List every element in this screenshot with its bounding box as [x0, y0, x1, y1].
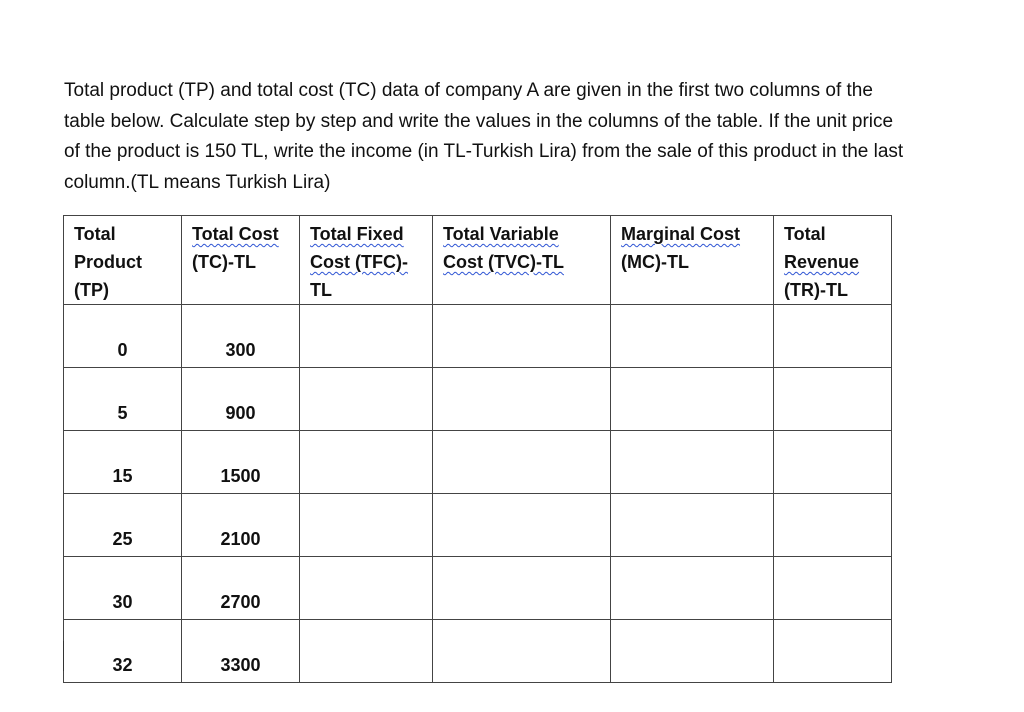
cell-tvc[interactable] [433, 368, 611, 431]
header-marginal-cost: Marginal Cost (MC)-TL [611, 216, 774, 305]
cell-mc[interactable] [611, 431, 774, 494]
cell-tr[interactable] [774, 305, 892, 368]
question-line-2: table below. Calculate step by step and write the values in the columns of the table. If the unit price [64, 110, 894, 132]
question-line-4: column.(TL means Turkish Lira) [64, 171, 331, 193]
cell-mc[interactable] [611, 620, 774, 683]
cell-mc[interactable] [611, 368, 774, 431]
cell-mc[interactable] [611, 557, 774, 620]
cell-tc: 3300 [182, 620, 300, 683]
header-total-variable-cost: Total Variable Cost (TVC)-TL [433, 216, 611, 305]
question-text [64, 76, 1014, 198]
cell-tvc[interactable] [433, 494, 611, 557]
table-row [64, 305, 892, 368]
header-total-product: Total Product (TP) [64, 216, 182, 305]
cell-tp: 5 [64, 368, 182, 431]
cell-tc: 2700 [182, 557, 300, 620]
header-total-cost: Total Cost (TC)-TL [182, 216, 300, 305]
cell-mc[interactable] [611, 494, 774, 557]
cell-tc: 300 [182, 305, 300, 368]
table-header-row [64, 216, 892, 305]
cell-tr[interactable] [774, 368, 892, 431]
cell-tfc[interactable] [300, 368, 433, 431]
question-line-1: Total product (TP) and total cost (TC) data of company A are given in the first two columns of the [64, 80, 873, 101]
table-row [64, 368, 892, 431]
cell-tc: 2100 [182, 494, 300, 557]
cell-tvc[interactable] [433, 431, 611, 494]
cell-tc: 900 [182, 368, 300, 431]
cell-tp: 30 [64, 557, 182, 620]
header-total-revenue: Total Revenue (TR)-TL [774, 216, 892, 305]
cell-tc: 1500 [182, 431, 300, 494]
cell-tfc[interactable] [300, 494, 433, 557]
cell-tvc[interactable] [433, 305, 611, 368]
cell-tfc[interactable] [300, 305, 433, 368]
cell-tvc[interactable] [433, 557, 611, 620]
cell-tp: 25 [64, 494, 182, 557]
table-row [64, 494, 892, 557]
cell-tp: 15 [64, 431, 182, 494]
cell-mc[interactable] [611, 305, 774, 368]
cell-tp: 0 [64, 305, 182, 368]
question-line-3: of the product is 150 TL, write the income (in TL-Turkish Lira) from the sale of this product in the last [64, 141, 904, 162]
table-row [64, 431, 892, 494]
cell-tr[interactable] [774, 620, 892, 683]
cell-tr[interactable] [774, 557, 892, 620]
cell-tfc[interactable] [300, 620, 433, 683]
cell-tr[interactable] [774, 431, 892, 494]
cell-tvc[interactable] [433, 620, 611, 683]
cell-tp: 32 [64, 620, 182, 683]
cost-table [63, 215, 892, 683]
table-row [64, 620, 892, 683]
cell-tfc[interactable] [300, 431, 433, 494]
text-cursor-line [63, 641, 64, 671]
table-row [64, 557, 892, 620]
cell-tr[interactable] [774, 494, 892, 557]
header-total-fixed-cost: Total Fixed Cost (TFC)- TL [300, 216, 433, 305]
cell-tfc[interactable] [300, 557, 433, 620]
